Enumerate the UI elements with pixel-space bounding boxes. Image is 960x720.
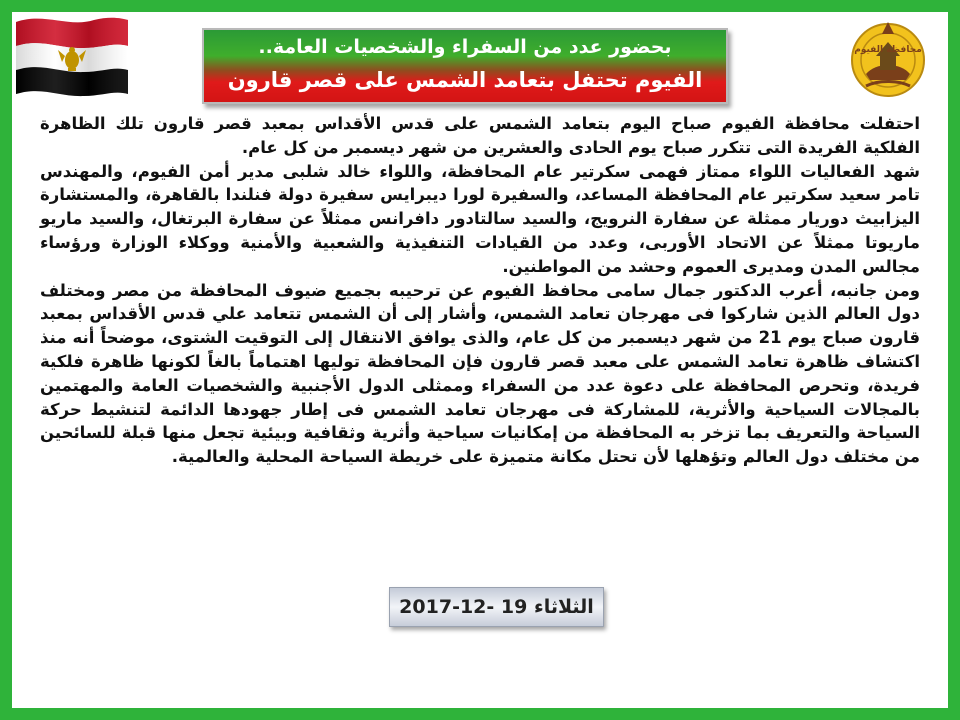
egypt-flag-icon	[14, 12, 130, 98]
article-paragraph-3: ومن جانبه، أعرب الدكتور جمال سامى محافظ الفيوم عن ترحيبه بجميع ضيوف المحافظة من مصر ومختلف دول العالم الذين شاركوا فى مهرجان تعامد الشمس، وأشار إلى أن الشمس تتعامد علي قدس الأقداس بمعبد قارون صباح يوم 21 من شهر ديسمبر من كل عام، والذى يوافق الانتقال إلى التوقيت الشتوى، موضحاً أنه منذ اكتشاف ظاهرة تعامد الشمس على معبد قصر قارون فإن المحافظة توليها اهتماماً بالغاً لكونها ظاهرة فلكية فريدة، وتحرص المحافظة على دعوة عدد من السفراء وممثلى الدول الأجنبية والشخصيات العامة والمهتمين بالمجالات السياحية والأثرية، للمشاركة فى مهرجان تعامد الشمس فى إطار جهودها الدائمة لتنشيط حركة السياحة والتعريف بما تزخر به المحافظة من إمكانيات سياحية وأثرية وثقافية وبيئية تجعل منها قبلة للسائحين من مختلف دول العالم وتؤهلها لأن تحتل مكانة متميزة على خريطة السياحة المحلية والعالمية.	[40, 280, 920, 467]
title-line-2: الفيوم تحتفل بتعامد الشمس على قصر قارون	[227, 68, 703, 92]
logo-text: محافظة الفيوم	[854, 45, 922, 55]
fayoum-governorate-logo-icon	[836, 16, 940, 100]
date-badge: الثلاثاء 19 -12-2017	[389, 587, 604, 627]
article-paragraph-1: احتفلت محافظة الفيوم صباح اليوم بتعامد الشمس على قدس الأقداس بمعبد قصر قارون تلك الظاهرة الفلكية الفريدة التى تتكرر صباح يوم الحادى والعشرين من شهر ديسمبر من كل عام.	[40, 114, 920, 157]
title-line-1: بحضور عدد من السفراء والشخصيات العامة..	[258, 36, 672, 58]
article-paragraph-2: شهد الفعاليات اللواء ممتاز فهمى سكرتير عام المحافظة، واللواء خالد شلبى مدير أمن الفيوم، والمهندس تامر سعيد سكرتير عام المحافظة المساعد، والسفيرة لورا ديبرايس سفيرة دولة فنلندا بالقاهرة، والمستشارة اليزابيث دوريار ممثلة عن سفارة النرويج، والسيد سالتادور دافرانس ممثلاً عن سفارة البرتغال، والسيد ماريو ماريوتا ممثلاً عن الاتحاد الأوربى، وعدد من القيادات التنفيذية والشعبية والأمنية ووكلاء الوزارة ورؤساء مجالس المدن ومديرى العموم وحشد من المواطنين.	[40, 161, 920, 276]
title-banner	[202, 28, 728, 104]
article-body	[40, 112, 920, 469]
